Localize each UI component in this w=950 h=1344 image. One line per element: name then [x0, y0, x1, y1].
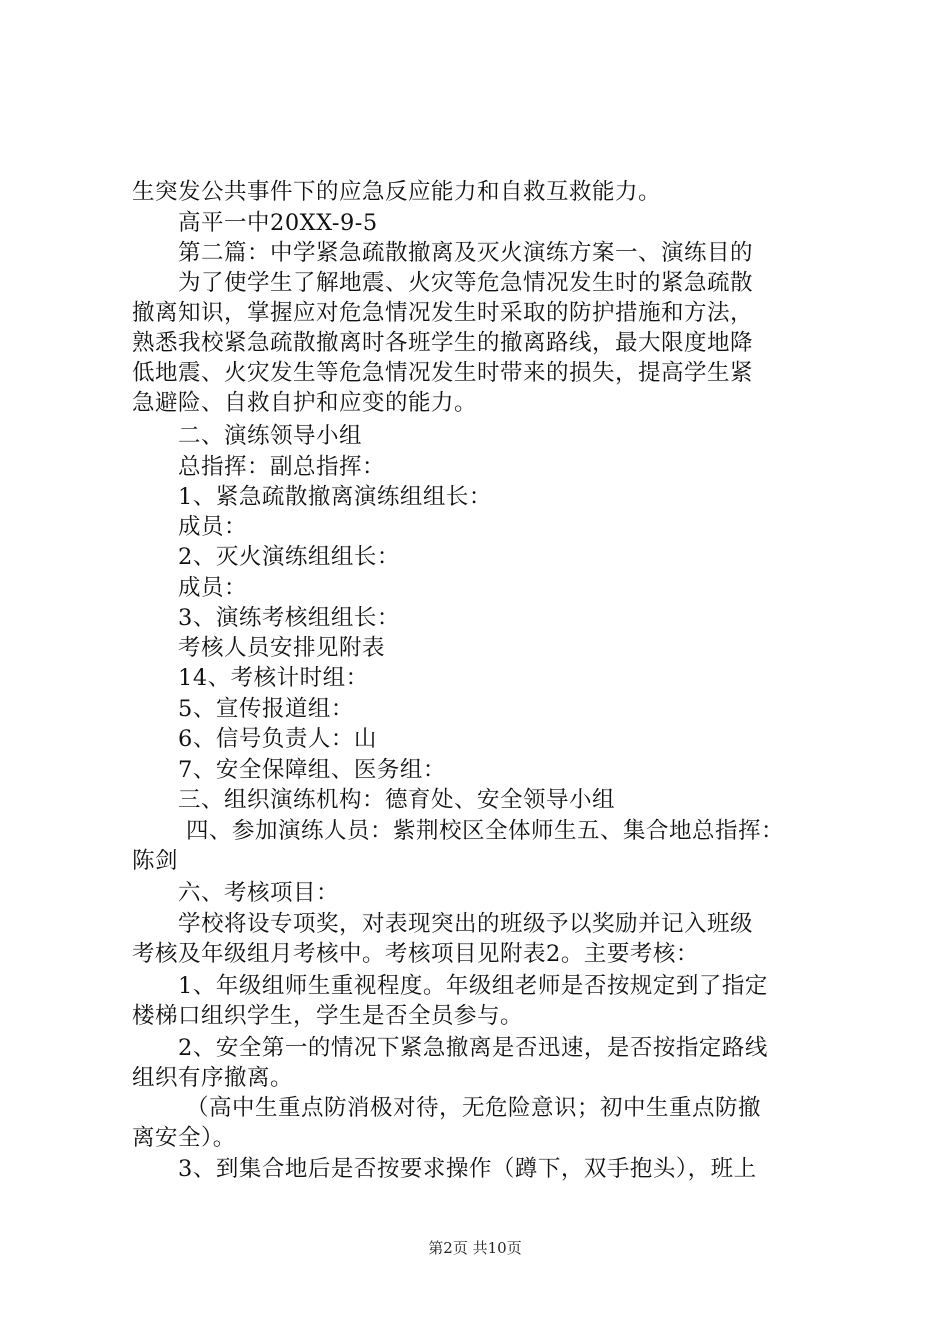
text-line: 6、信号负责人：山 — [178, 726, 377, 752]
text-line: 3、到集合地后是否按要求操作（蹲下，双手抱头），班上 — [178, 1156, 757, 1182]
text-line: 考核及年级组月考核中。考核项目见附表2。主要考核： — [132, 941, 699, 967]
text-line: 学校将设专项奖，对表现突出的班级予以奖励并记入班级 — [178, 911, 754, 937]
text-line: 3、演练考核组组长： — [178, 605, 400, 631]
text-line: 三、组织演练机构：德育处、安全领导小组 — [178, 787, 616, 813]
text-line: 二、演练领导小组 — [178, 423, 363, 449]
text-line: （高中生重点防消极对待，无危险意识；初中生重点防撤 — [186, 1095, 762, 1121]
text-line: 成员： — [178, 514, 248, 540]
text-line: 总指挥：副总指挥： — [178, 454, 386, 480]
text-line: 撤离知识，掌握应对危急情况发生时采取的防护措施和方法， — [132, 300, 754, 326]
text-line: 7、安全保障组、医务组： — [178, 757, 446, 783]
text-line: 生突发公共事件下的应急反应能力和自救互救能力。 — [132, 179, 662, 205]
page-number-footer: 第2页 共10页 — [428, 1239, 522, 1257]
text-line: 低地震、火灾发生等危急情况发生时带来的损失，提高学生紧 — [132, 360, 754, 386]
text-line: 1、紧急疏散撤离演练组组长： — [178, 484, 492, 510]
text-line: 高平一中20XX-9-5 — [178, 210, 378, 236]
text-line: 成员： — [178, 575, 248, 601]
text-line: 急避险、自救自护和应变的能力。 — [132, 390, 478, 416]
text-line: 陈剑 — [132, 848, 179, 874]
text-line: 离安全）。 — [132, 1125, 236, 1151]
text-line: 2、安全第一的情况下紧急撤离是否迅速，是否按指定路线 — [178, 1035, 768, 1061]
text-line: 1、年级组师生重视程度。年级组老师是否按规定到了指定 — [178, 973, 768, 999]
text-line: 第二篇：中学紧急疏散撤离及灭火演练方案一、演练目的 — [178, 240, 754, 266]
text-line: 考核人员安排见附表 — [178, 635, 386, 661]
text-line: 组织有序撤离。 — [132, 1065, 294, 1091]
text-line: 14、考核计时组： — [178, 665, 369, 691]
text-line: 为了使学生了解地震、火灾等危急情况发生时的紧急疏散 — [178, 270, 754, 296]
text-line: 四、参加演练人员：紫荆校区全体师生五、集合地总指挥： — [186, 818, 785, 844]
text-line: 5、宣传报道组： — [178, 696, 354, 722]
text-line: 六、考核项目： — [178, 880, 340, 906]
text-line: 2、灭火演练组组长： — [178, 544, 400, 570]
text-line: 楼梯口组织学生，学生是否全员参与。 — [132, 1003, 524, 1029]
text-line: 熟悉我校紧急疏散撤离时各班学生的撤离路线，最大限度地降 — [132, 330, 754, 356]
